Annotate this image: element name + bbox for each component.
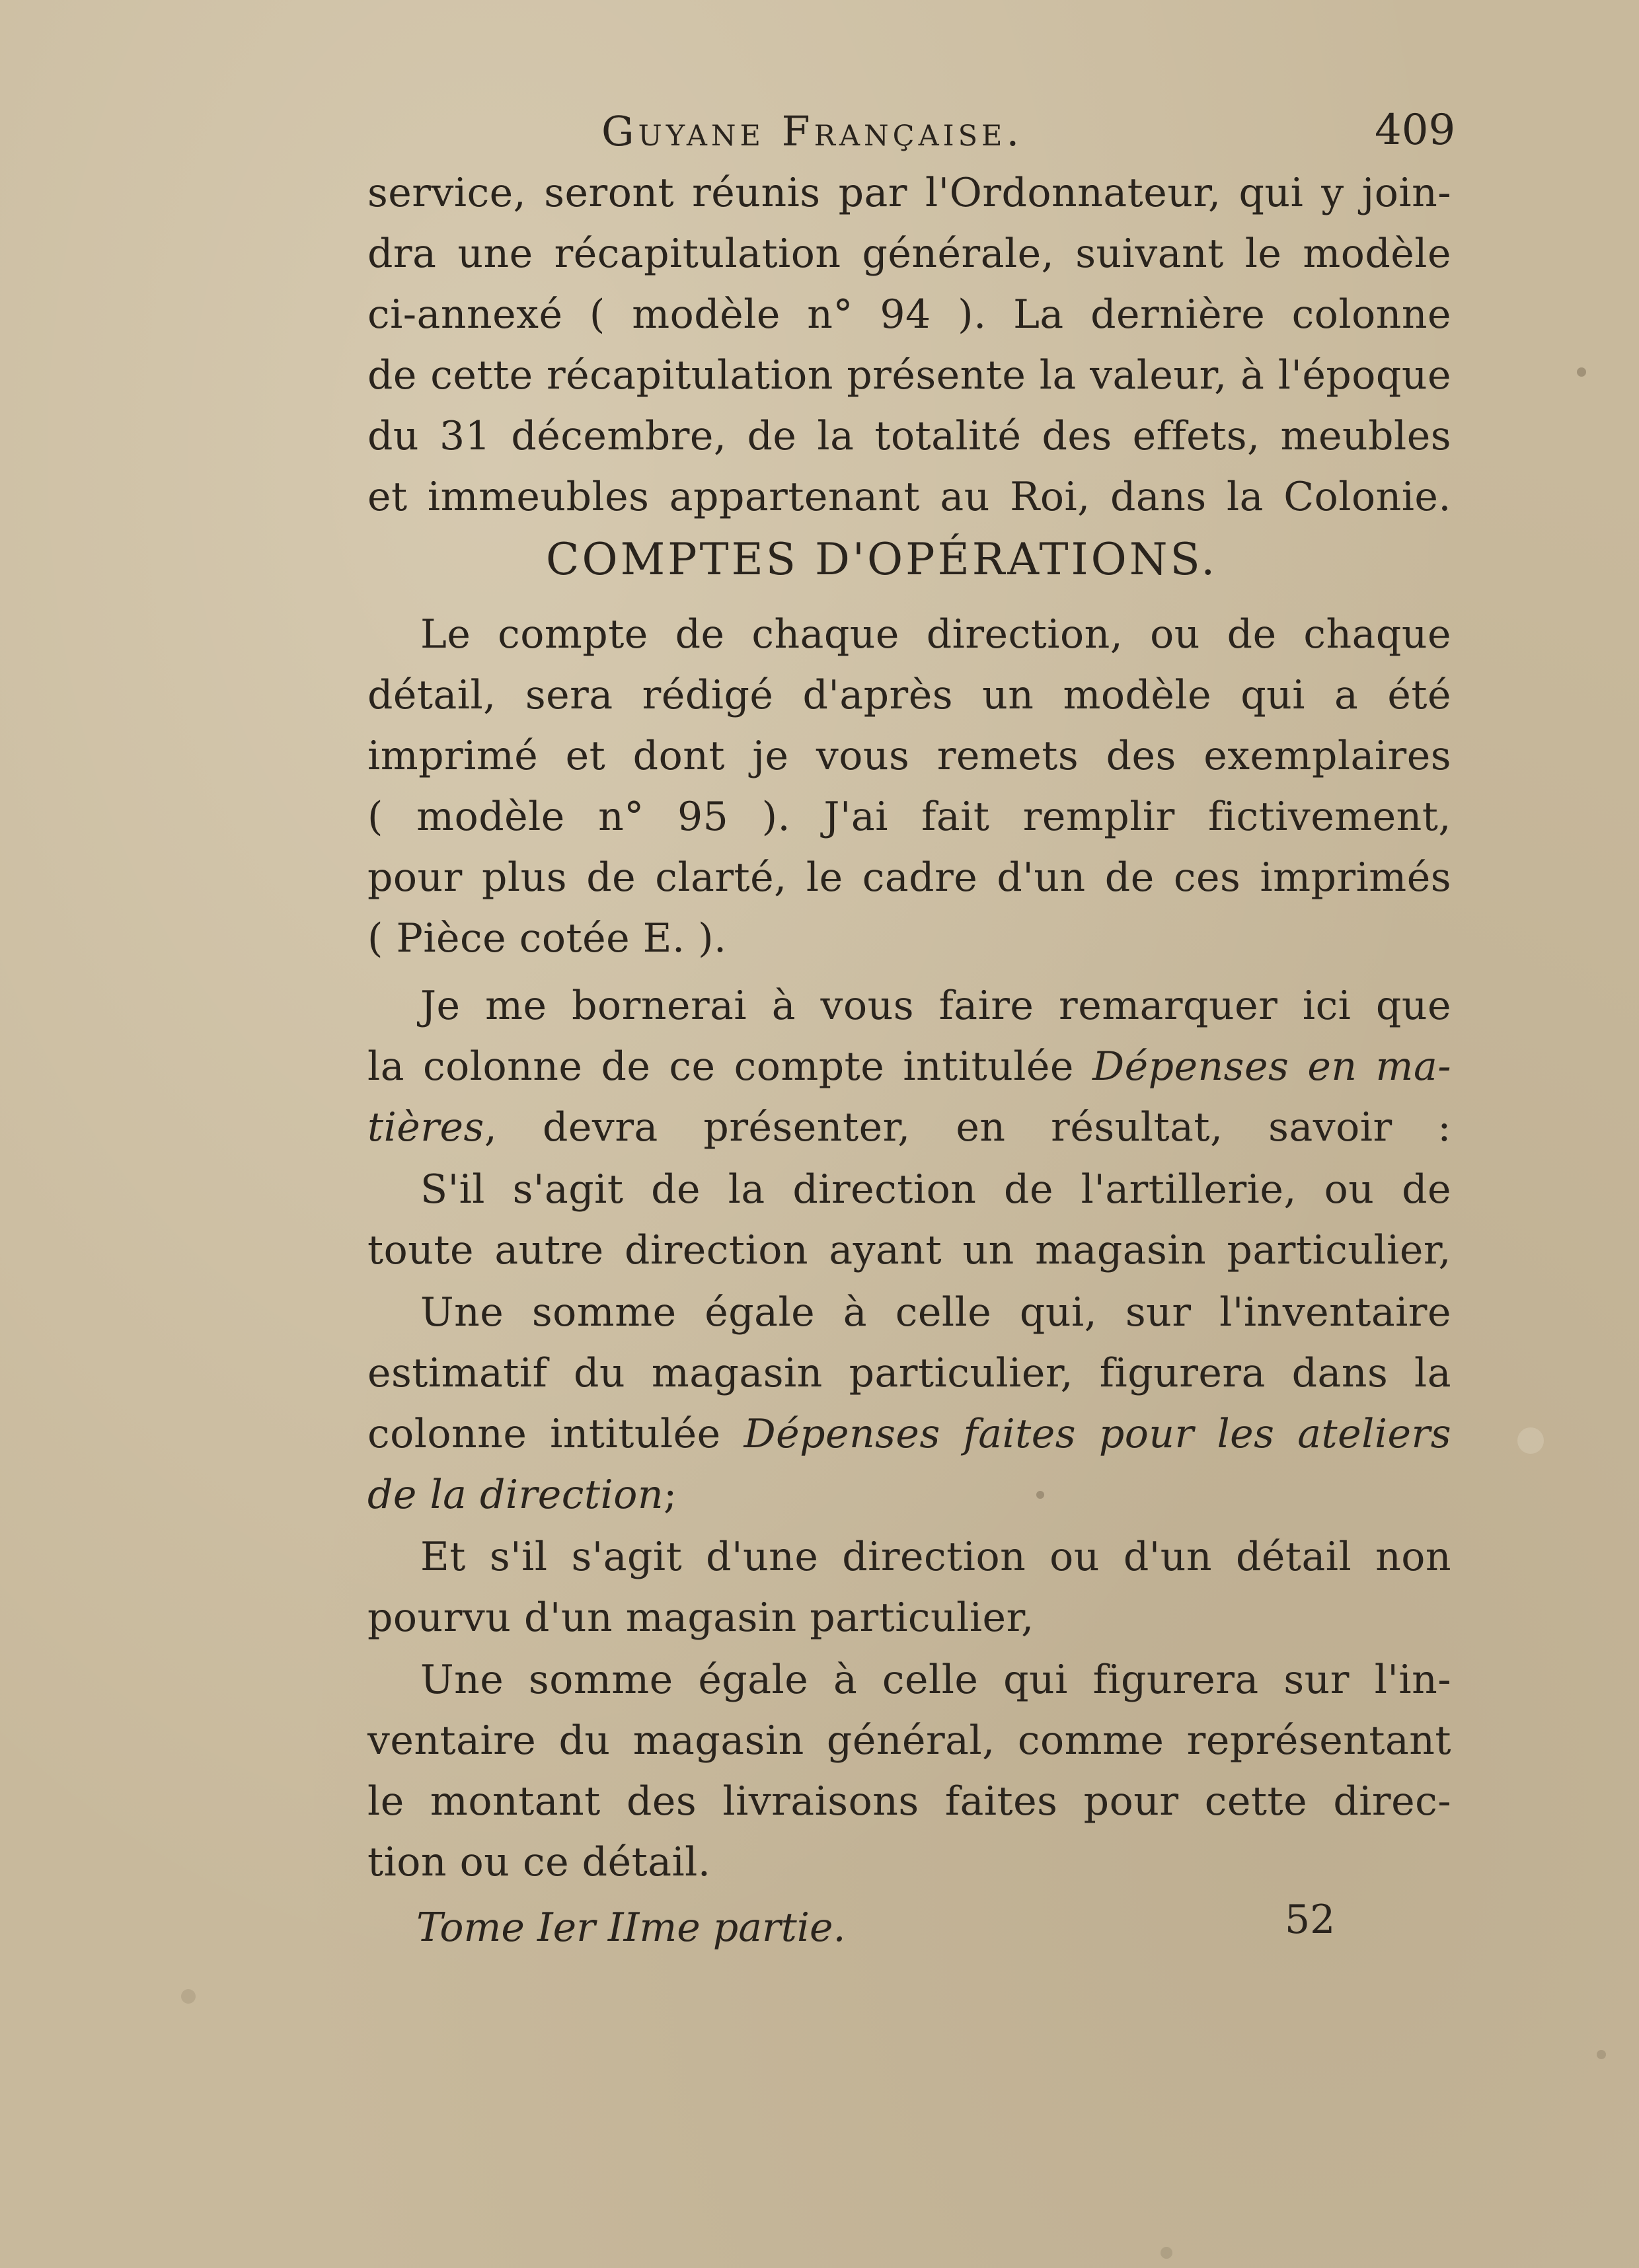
text-line: service, seront réunis par l'Ordonnateur, qui y join- [367,170,1451,216]
text-line: imprimé et dont je vous remets des exemplaires [367,733,1451,779]
text-line: du 31 décembre, de la totalité des effets, meubles [367,413,1451,459]
text-line: de cette récapitulation présente la valeur, à l'époque [367,352,1451,398]
text-line: dra une récapitulation générale, suivant le modèle [367,231,1451,277]
paper-speck [1161,2247,1172,2259]
italic-text: tières [367,1104,484,1151]
section-heading: COMPTES D'OPÉRATIONS. [546,534,1218,585]
paper-speck [1036,1491,1044,1499]
text-line: ( Pièce cotée E. ). [367,915,727,962]
running-header-title: Guyane Française. [601,107,1024,155]
italic-text: Dépenses en ma- [1092,1043,1451,1090]
text-line: ci-annexé ( modèle n° 94 ). La dernière colonne [367,291,1451,338]
text-run: , devra présenter, en résultat, savoir : [484,1104,1451,1151]
text-line [367,1104,1451,1151]
text-line [367,1043,1451,1090]
text-line: Et s'il s'agit d'une direction ou d'un détail non [420,1534,1451,1580]
text-line: estimatif du magasin particulier, figurera dans la [367,1350,1451,1396]
volume-label: Tome Ier IIme partie. [416,1905,846,1951]
text-line [367,1411,1451,1457]
paper-speck [1597,2050,1606,2059]
page-number: 409 [1375,106,1456,155]
text-line: détail, sera rédigé d'après un modèle qui a été [367,672,1451,718]
text-run: ; [663,1472,677,1518]
italic-text: de la direction [367,1472,664,1518]
text-line: toute autre direction ayant un magasin particulier, [367,1227,1451,1273]
text-line: ventaire du magasin général, comme représentant [367,1718,1451,1764]
text-line: Je me bornerai à vous faire remarquer ici que [420,983,1451,1029]
paper-speck [181,1989,196,2004]
text-line: et immeubles appartenant au Roi, dans la Colonie. [367,474,1451,520]
signature-mark: 52 [1285,1897,1336,1943]
text-line [367,1472,677,1518]
italic-text: Dépenses faites pour les ateliers [743,1411,1451,1457]
text-line: S'il s'agit de la direction de l'artillerie, ou de [420,1166,1451,1213]
paper-speck [1577,367,1586,377]
text-line: pour plus de clarté, le cadre d'un de ces imprimés [367,854,1451,901]
text-line: Le compte de chaque direction, ou de chaque [420,611,1451,658]
text-run: la colonne de ce compte intitulée [367,1043,1092,1090]
text-line: pourvu d'un magasin particulier, [367,1595,1034,1641]
text-line: Une somme égale à celle qui, sur l'inventaire [420,1289,1451,1336]
text-line: tion ou ce détail. [367,1839,711,1885]
text-run: colonne intitulée [367,1411,744,1457]
text-line: le montant des livraisons faites pour cette direc- [367,1778,1451,1825]
text-line: Une somme égale à celle qui figurera sur l'in- [420,1657,1451,1703]
text-line: ( modèle n° 95 ). J'ai fait remplir fictivement, [367,794,1451,840]
paper-speck [1517,1427,1544,1454]
